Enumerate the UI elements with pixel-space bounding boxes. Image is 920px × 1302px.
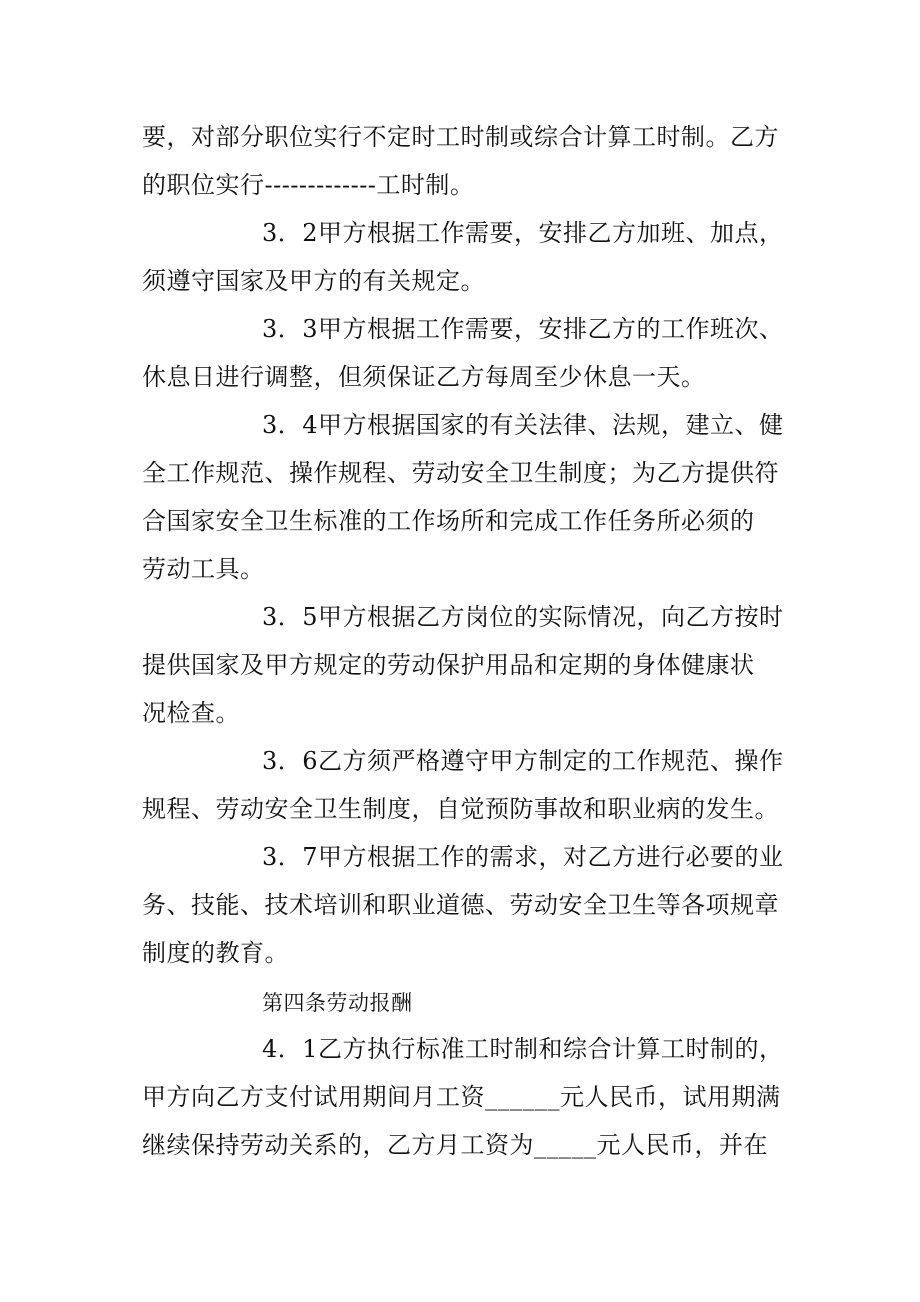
text-line: 务、技能、技术培训和职业道德、劳动安全卫生等各项规章 xyxy=(142,891,779,919)
section-heading: 第四条劳动报酬 xyxy=(262,991,413,1015)
text-line: 须遵守国家及甲方的有关规定。 xyxy=(142,267,485,295)
text-line: 劳动工具。 xyxy=(142,555,265,583)
text-line: 继续保持劳动关系的，乙方月工资为_____元人民币，并在 xyxy=(142,1131,768,1159)
text-line: 况检查。 xyxy=(142,699,240,727)
text-line: 合国家安全卫生标准的工作场所和完成工作任务所必须的 xyxy=(142,507,755,535)
clause-3-2-start: 3．2甲方根据工作需要，安排乙方加班、加点， xyxy=(262,219,784,247)
text-line: 提供国家及甲方规定的劳动保护用品和定期的身体健康状 xyxy=(142,651,755,679)
text-line: 规程、劳动安全卫生制度，自觉预防事故和职业病的发生。 xyxy=(142,795,779,823)
text-line: 制度的教育。 xyxy=(142,939,289,967)
clause-3-7-start: 3．7甲方根据工作的需求，对乙方进行必要的业 xyxy=(262,843,784,871)
text-line: 休息日进行调整，但须保证乙方每周至少休息一天。 xyxy=(142,363,706,391)
clause-4-1-start: 4．1乙方执行标准工时制和综合计算工时制的， xyxy=(262,1035,784,1063)
text-line: 甲方向乙方支付试用期间月工资______元人民币，试用期满 xyxy=(142,1083,781,1111)
clause-3-6-start: 3．6乙方须严格遵守甲方制定的工作规范、操作 xyxy=(262,747,784,775)
text-line: 要，对部分职位实行不定时工时制或综合计算工时制。乙方 xyxy=(142,123,779,151)
clause-3-3-start: 3．3甲方根据工作需要，安排乙方的工作班次、 xyxy=(262,315,784,343)
clause-3-5-start: 3．5甲方根据乙方岗位的实际情况，向乙方按时 xyxy=(262,603,784,631)
text-line: 的职位实行-------------工时制。 xyxy=(142,171,475,199)
text-line: 全工作规范、操作规程、劳动安全卫生制度；为乙方提供符 xyxy=(142,459,779,487)
clause-3-4-start: 3．4甲方根据国家的有关法律、法规，建立、健 xyxy=(262,411,784,439)
